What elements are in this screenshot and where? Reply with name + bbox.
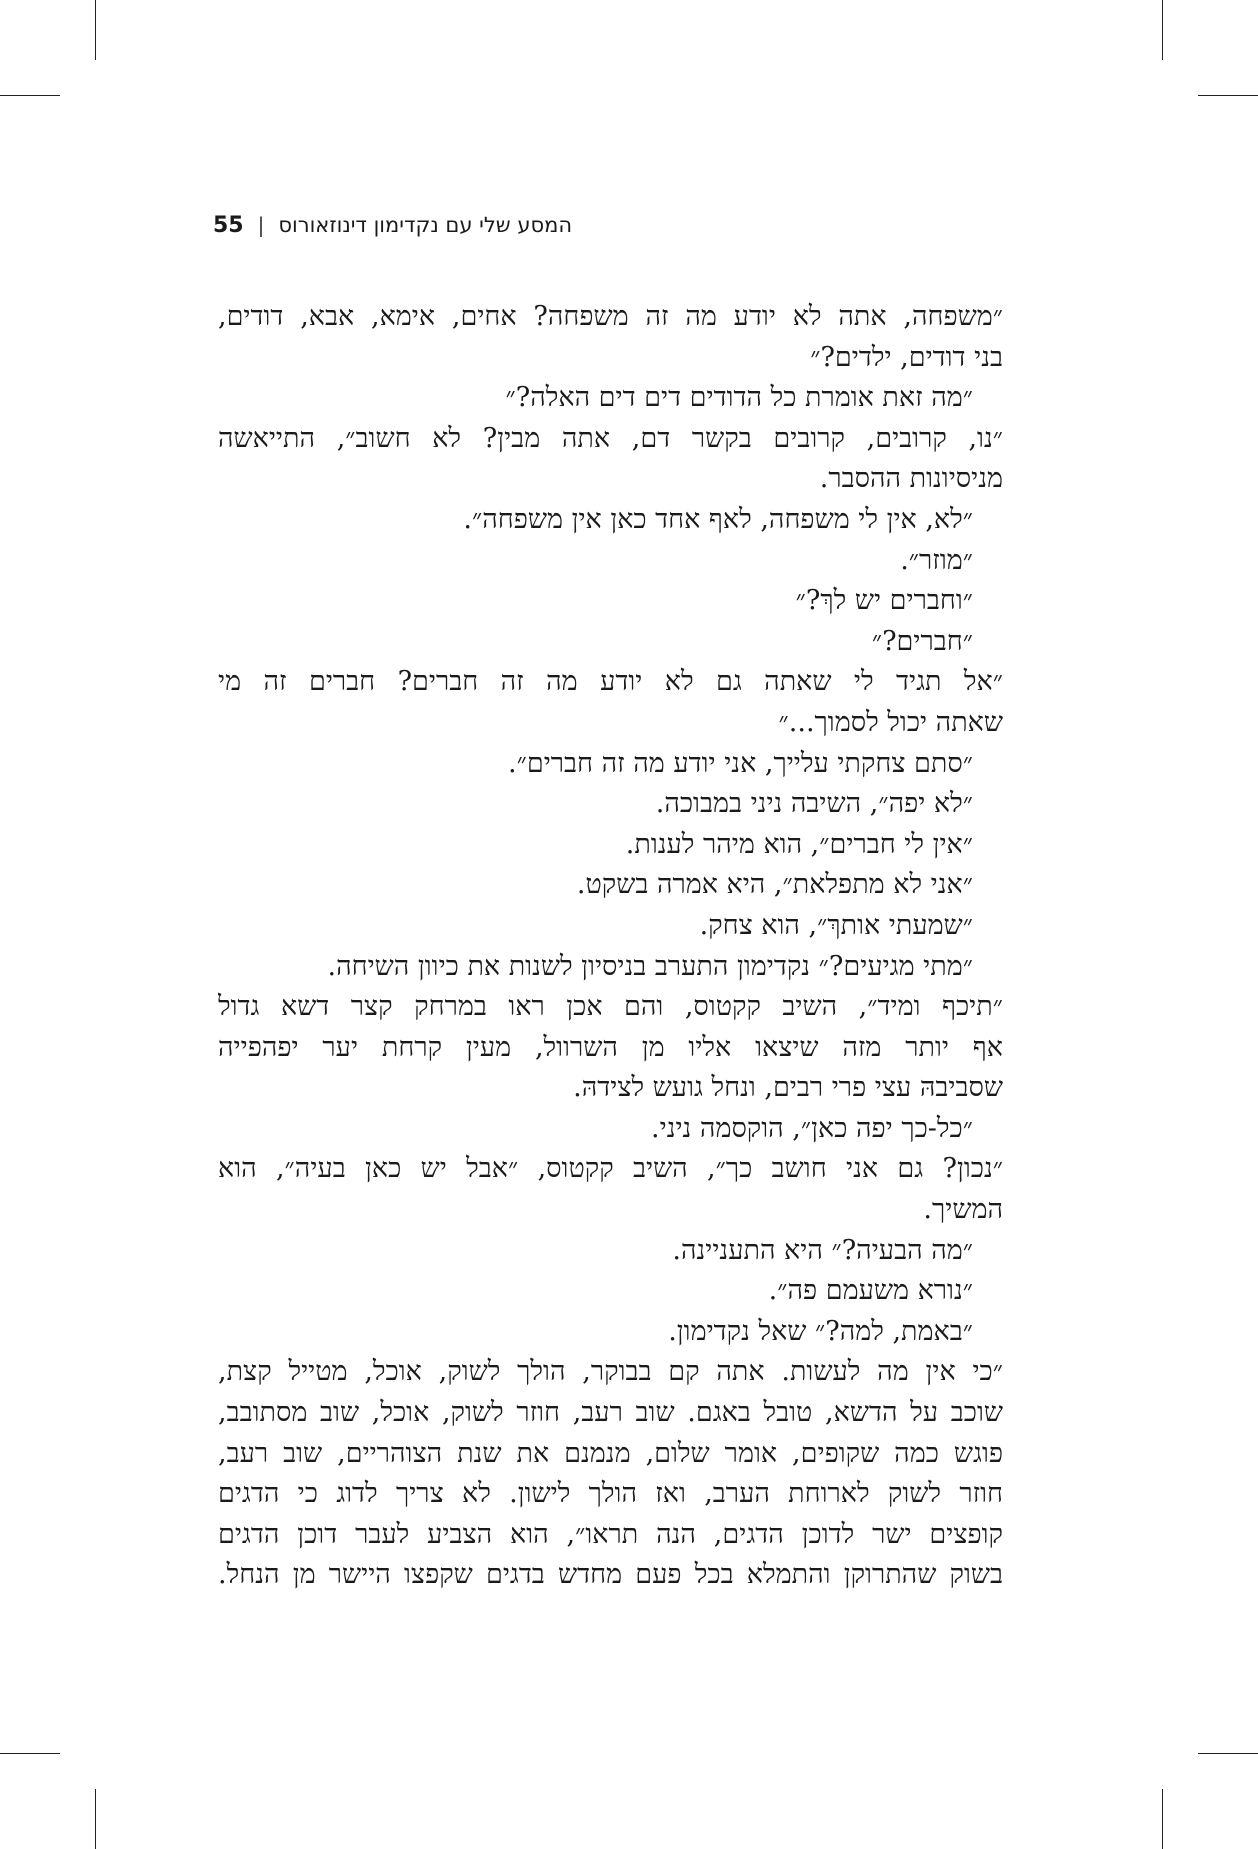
text-line: ״נו, קרובים, קרובים בקשר דם, אתה מבין? לא חשוב״, התייאשה <box>218 422 1003 454</box>
text-line: בני דודים, ילדים?״ <box>810 341 1003 373</box>
page-header <box>213 210 613 240</box>
text-line: ״מה הבעיה?״ היא התעניינה. <box>672 1234 973 1266</box>
text-line: ״משפחה, אתה לא יודע מה זה משפחה? אחים, אימא, אבא, דודים, <box>218 301 1003 332</box>
text-line: ״מתי מגיעים?״ נקדימון התערב בניסיון לשנות את כיוון השיחה. <box>327 950 973 982</box>
text-line: ״אל תגיד לי שאתה גם לא יודע מה זה חברים? חברים זה מי <box>218 666 1003 698</box>
crop-mark <box>1162 0 1163 60</box>
header-separator: | <box>257 213 265 237</box>
text-line: ״כל-כך יפה כאן״, הוקסמה ניני. <box>651 1112 973 1144</box>
text-line: ״וחברים יש לךְ?״ <box>795 585 973 617</box>
text-line: שסביבהּ עצי פרי רבים, ונחל גועש לצידהּ. <box>573 1072 1003 1104</box>
text-line: שוכב על הדשא, טובל באגם. שוב רעב, חוזר לשוק, אוכל, שוב מסתובב, <box>218 1397 1003 1429</box>
text-line: ״מוזר״. <box>900 544 973 576</box>
text-line: ״כי אין מה לעשות. אתה קם בבוקר, הולך לשוק, אוכל, מטייל קצת, <box>218 1356 1003 1388</box>
text-line: ״לא יפה״, השיבה ניני במבוכה. <box>655 788 973 820</box>
crop-mark <box>1198 95 1258 96</box>
crop-mark <box>95 1789 96 1849</box>
text-line: ״אני לא מתפלאת״, היא אמרה בשקט. <box>576 869 973 901</box>
text-line: חוזר לשוק לארוחת הערב, ואז הולך לישון. לא צריך לדוג כי הדגים <box>218 1478 1003 1510</box>
text-line: מניסיונות ההסבר. <box>819 463 1003 495</box>
text-line: אף יותר מזה שיצאו אליו מן השרוול, מעין קרחת יער יפהפייה <box>218 1031 1003 1063</box>
text-line: ״נכון? גם אני חושב כך״, השיב קקטוס, ״אבל יש כאן בעיה״, הוא <box>218 1153 1003 1185</box>
text-line: קופצים ישר לדוכן הדגים, הנה תראו״, הוא הצביע לעבר דוכן הדגים <box>218 1518 1003 1550</box>
body-text <box>218 297 1003 1596</box>
text-line: ״אין לי חברים״, הוא מיהר לענות. <box>625 828 973 860</box>
crop-mark <box>0 1753 60 1754</box>
text-line: ״חברים?״ <box>871 625 973 657</box>
text-line: פוגש כמה שקופים, אומר שלום, מנמנם את שנת הצוהריים, שוב רעב, <box>218 1437 1003 1469</box>
text-line: ״תיכף ומיד״, השיב קקטוס, והם אכן ראו במרחק קצר דשא גדול <box>218 991 1003 1023</box>
text-line: ״מה זאת אומרת כל הדודים דים דים האלה?״ <box>505 382 973 414</box>
crop-mark <box>1198 1753 1258 1754</box>
crop-mark <box>0 95 60 96</box>
text-line: המשיך. <box>923 1194 1003 1226</box>
running-title: המסע שלי עם נקדימון דינוזאורוס <box>278 213 573 237</box>
text-line: ״סתם צחקתי עלייך, אני יודע מה זה חברים״. <box>508 747 973 779</box>
text-line: ״לא, אין לי משפחה, לאף אחד כאן אין משפחה״. <box>463 503 973 535</box>
text-line: שאתה יכול לסמוך...״ <box>778 706 1003 738</box>
text-line: ״באמת, למה?״ שאל נקדימון. <box>668 1315 973 1347</box>
text-line: ״נורא משעמם פה״. <box>768 1275 973 1307</box>
text-line: ״שמעתי אותךְ״, הוא צחק. <box>699 909 973 941</box>
page-number: 55 <box>213 212 244 238</box>
text-line: בשוק שהתרוקן והתמלא בכל פעם מחדש בדגים שקפצו היישר מן הנחל. <box>218 1559 1003 1591</box>
crop-mark <box>1162 1789 1163 1849</box>
crop-mark <box>95 0 96 60</box>
